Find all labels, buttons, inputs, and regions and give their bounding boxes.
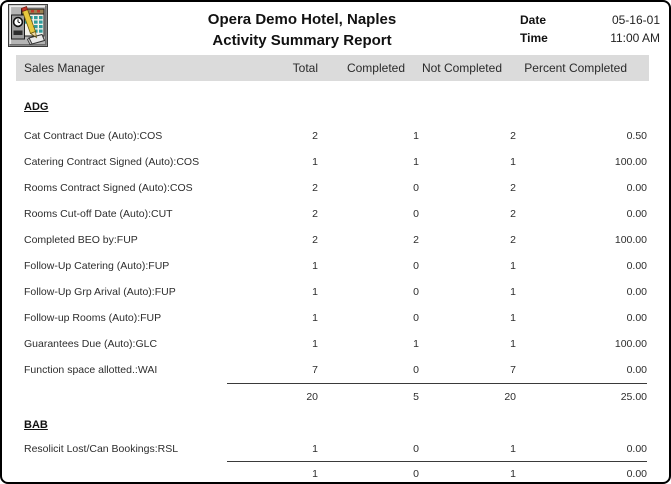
subtotal-completed: 5: [413, 390, 419, 403]
report-title: [122, 9, 482, 51]
activity-row: [16, 175, 649, 201]
activity-percent-completed: 0.00: [626, 286, 647, 298]
report-name: Activity Summary Report: [212, 32, 392, 49]
activity-name: Follow-Up Grp Arival (Auto):FUP: [24, 286, 176, 298]
activity-completed: 0: [413, 364, 419, 376]
time-label: Time: [520, 31, 548, 45]
activity-total: 1: [312, 338, 318, 350]
group-rows: [16, 437, 649, 461]
time-row: [520, 29, 660, 47]
activity-not-completed: 1: [510, 312, 516, 324]
activity-row: [16, 201, 649, 227]
activity-not-completed: 2: [510, 208, 516, 220]
activity-percent-completed: 0.00: [626, 182, 647, 194]
activity-group: [16, 409, 649, 484]
report-header: [2, 2, 669, 55]
hotel-name: Opera Demo Hotel, Naples: [207, 11, 397, 28]
activity-not-completed: 2: [510, 182, 516, 194]
activity-not-completed: 1: [510, 338, 516, 350]
activity-total: 2: [312, 234, 318, 246]
activity-percent-completed: 0.00: [626, 208, 647, 220]
column-header-bar: [16, 55, 649, 81]
activity-percent-completed: 100.00: [614, 338, 647, 350]
activity-total: 1: [312, 312, 318, 324]
activity-report-icon: [8, 4, 48, 47]
activity-name: Guarantees Due (Auto):GLC: [24, 338, 158, 350]
activity-name: Follow-Up Catering (Auto):FUP: [24, 260, 170, 272]
activity-total: 1: [312, 443, 318, 455]
activity-completed: 1: [413, 338, 419, 350]
subtotal-total: 1: [312, 468, 318, 480]
activity-row: [16, 227, 649, 253]
subtotal-percent-completed: 25.00: [620, 390, 647, 403]
activity-total: 2: [312, 208, 318, 220]
activity-percent-completed: 0.00: [626, 312, 647, 324]
activity-percent-completed: 100.00: [614, 234, 647, 246]
column-header-sales-manager: Sales Manager: [24, 61, 105, 75]
activity-percent-completed: 100.00: [614, 156, 647, 168]
report-body: [16, 81, 649, 484]
activity-percent-completed: 0.00: [626, 443, 647, 455]
activity-not-completed: 1: [510, 286, 516, 298]
activity-not-completed: 1: [510, 156, 516, 168]
subtotal-percent-completed: 0.00: [626, 468, 647, 480]
activity-completed: 0: [413, 260, 419, 272]
group-subtotal-row: [16, 384, 649, 409]
activity-name: Cat Contract Due (Auto):COS: [24, 130, 163, 142]
activity-row: [16, 437, 649, 461]
activity-name: Rooms Cut-off Date (Auto):CUT: [24, 208, 173, 220]
date-label: Date: [520, 13, 547, 27]
activity-row: [16, 149, 649, 175]
subtotal-completed: 0: [413, 468, 419, 480]
activity-completed: 2: [413, 234, 419, 246]
activity-not-completed: 2: [510, 234, 516, 246]
activity-completed: 0: [413, 312, 419, 324]
column-header-percent-completed: Percent Completed: [524, 61, 627, 75]
activity-total: 1: [312, 156, 318, 168]
group-name: BAB: [24, 419, 48, 431]
activity-percent-completed: 0.00: [626, 364, 647, 376]
time-value: 11:00 AM: [610, 31, 660, 45]
activity-completed: 0: [413, 443, 419, 455]
activity-not-completed: 2: [510, 130, 516, 142]
activity-completed: 0: [413, 208, 419, 220]
activity-total: 7: [312, 364, 318, 376]
activity-name: Function space allotted.:WAI: [24, 364, 158, 376]
subtotal-not-completed: 1: [510, 468, 516, 480]
activity-completed: 0: [413, 286, 419, 298]
activity-completed: 1: [413, 130, 419, 142]
activity-total: 1: [312, 260, 318, 272]
activity-row: [16, 357, 649, 383]
activity-group: [16, 81, 649, 409]
report-datetime: [520, 11, 660, 47]
activity-completed: 0: [413, 182, 419, 194]
column-header-not-completed: Not Completed: [421, 61, 502, 75]
activity-completed: 1: [413, 156, 419, 168]
activity-name: Completed BEO by:FUP: [24, 234, 138, 246]
activity-row: [16, 305, 649, 331]
group-rows: [16, 123, 649, 383]
activity-not-completed: 1: [510, 443, 516, 455]
date-value: 05-16-01: [611, 13, 660, 27]
column-header-total: Total: [292, 61, 318, 75]
activity-row: [16, 279, 649, 305]
activity-name: Follow-up Rooms (Auto):FUP: [24, 312, 162, 324]
activity-percent-completed: 0.50: [626, 130, 647, 142]
activity-total: 2: [312, 130, 318, 142]
column-header-completed: Completed: [346, 61, 405, 75]
subtotal-total: 20: [306, 390, 318, 403]
activity-row: [16, 253, 649, 279]
group-name: ADG: [24, 101, 49, 113]
group-subtotal-row: [16, 462, 649, 484]
activity-name: Resolicit Lost/Can Bookings:RSL: [24, 443, 179, 455]
date-row: [520, 11, 660, 29]
activity-name: Rooms Contract Signed (Auto):COS: [24, 182, 193, 194]
subtotal-not-completed: 20: [504, 390, 516, 403]
activity-total: 1: [312, 286, 318, 298]
activity-percent-completed: 0.00: [626, 260, 647, 272]
activity-total: 2: [312, 182, 318, 194]
activity-row: [16, 331, 649, 357]
activity-name: Catering Contract Signed (Auto):COS: [24, 156, 200, 168]
activity-row: [16, 123, 649, 149]
activity-not-completed: 1: [510, 260, 516, 272]
activity-not-completed: 7: [510, 364, 516, 376]
